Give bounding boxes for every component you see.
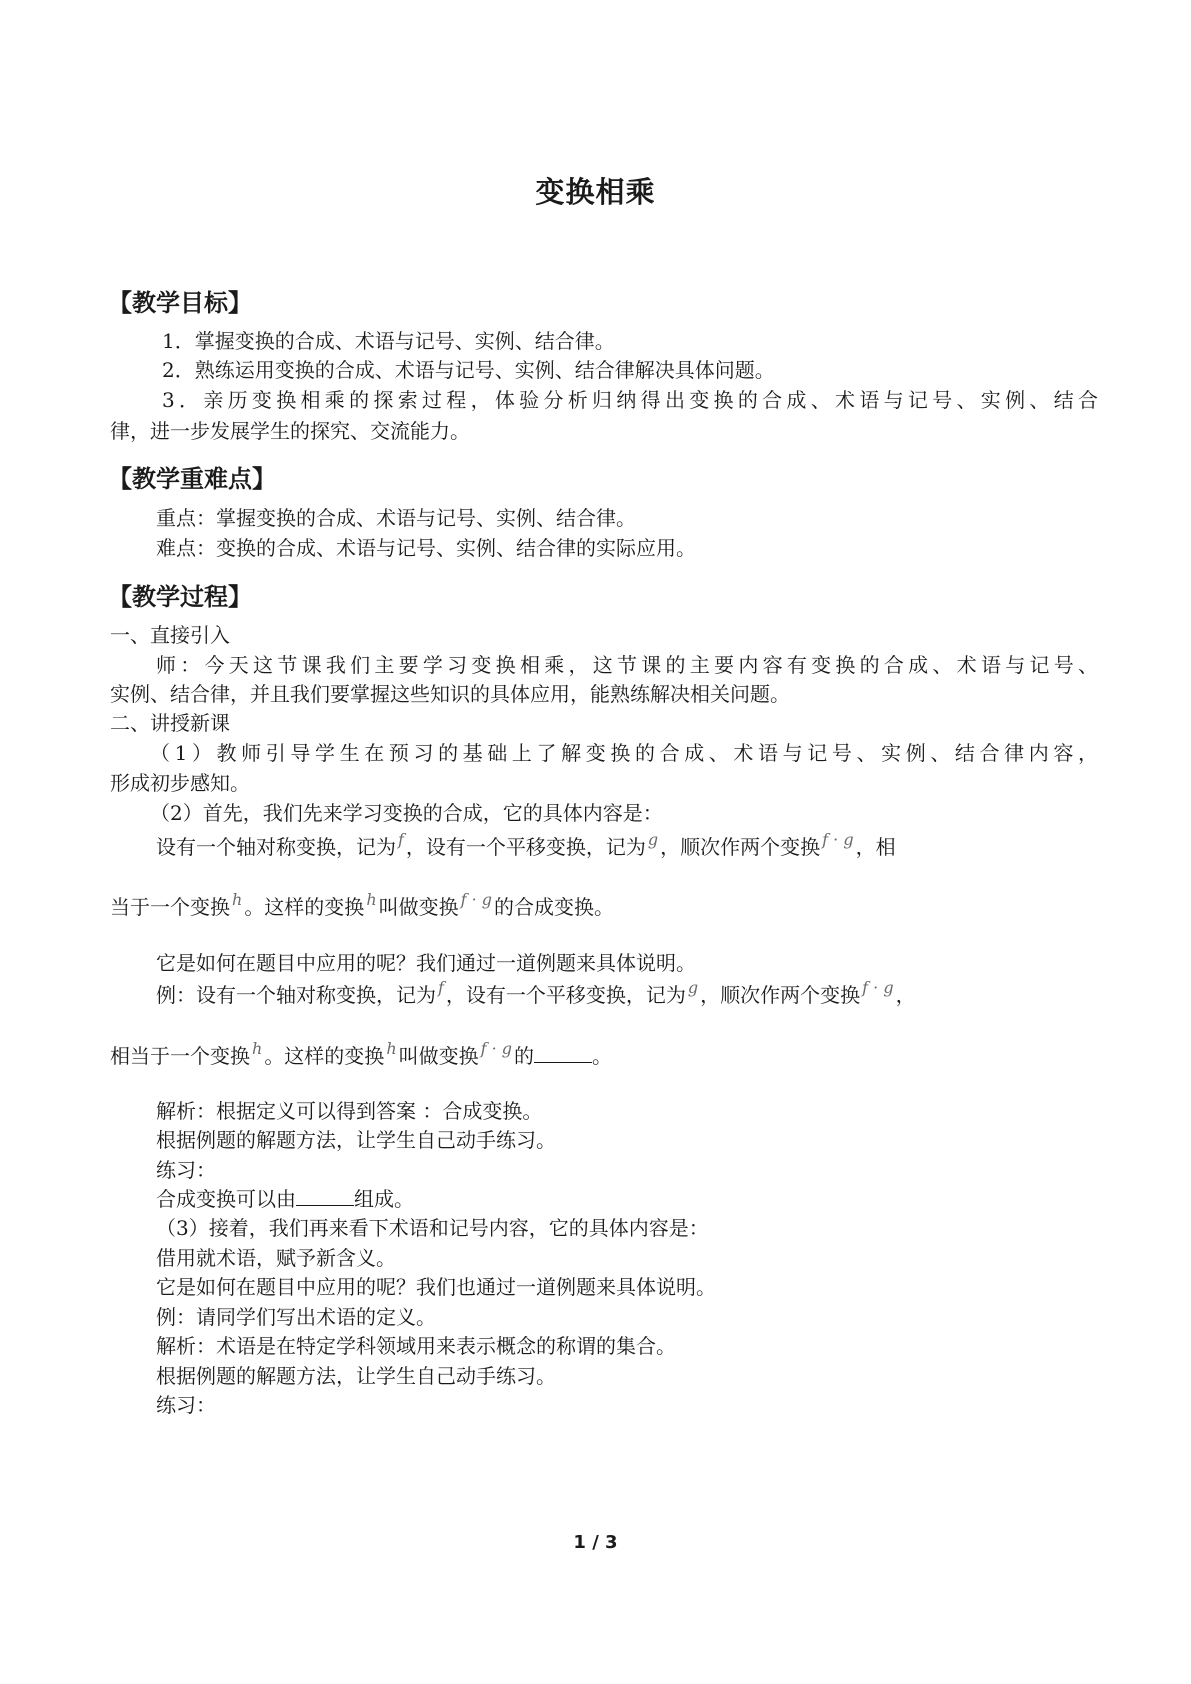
math-h: h [366, 890, 377, 909]
definition-line: 当于一个变换 $^h$ 。这样的变换 $^h$ 叫做变换 $^{f \cdot g}$ 的合成变换。 [110, 890, 615, 919]
example-line: 例：设有一个轴对称变换，记为 $^f$ ，设有一个平移变换，记为 $^g$ ，顺次作两个变换 $^{f \cdot g}$ ， [156, 978, 916, 1007]
math-fg: f · g [822, 830, 854, 849]
example-line: 相当于一个变换 $^h$ 。这样的变换 $^h$ 叫做变换 $^{f \cdot g}$ 的 。 [110, 1039, 613, 1068]
answer-blank [534, 1044, 592, 1063]
paragraph-line: （3）接着，我们再来看下术语和记号内容，它的具体内容是： [156, 1216, 709, 1240]
key-points-heading: 【教学重难点】 [108, 465, 276, 493]
paragraph-line: 根据例题的解题方法，让学生自己动手练习。 [156, 1364, 556, 1388]
exercise-label: 练习： [156, 1393, 216, 1417]
analysis-line: 解析：术语是在特定学科领域用来表示概念的称谓的集合。 [156, 1334, 676, 1358]
math-g: g [687, 978, 699, 997]
math-g: g [647, 830, 659, 849]
math-fg: f · g [460, 890, 493, 909]
paragraph-line: （2）首先，我们先来学习变换的合成，它的具体内容是： [150, 801, 663, 825]
objective-item: 3．亲历变换相乘的探索过程，体验分析归纳得出变换的合成、术语与记号、实例、结合 [162, 388, 1098, 412]
math-h: h [252, 1039, 263, 1058]
analysis-line: 解析：根据定义可以得到答案 ：合成变换。 [156, 1099, 543, 1123]
objectives-heading: 【教学目标】 [108, 289, 252, 317]
paragraph-line: 实例、结合律，并且我们要掌握这些知识的具体应用，能熟练解决相关问题。 [110, 682, 790, 706]
paragraph-line: 师：今天这节课我们主要学习变换相乘，这节课的主要内容有变换的合成、术语与记号、 [156, 653, 1098, 677]
math-fg: f · g [862, 978, 894, 997]
section-intro-heading: 一、直接引入 [110, 623, 230, 647]
objective-item: 1．掌握变换的合成、术语与记号、实例、结合律。 [162, 329, 615, 353]
section-new-lesson-heading: 二、讲授新课 [110, 711, 230, 735]
math-f: f [398, 830, 404, 849]
page-title: 变换相乘 [535, 175, 656, 209]
process-heading: 【教学过程】 [108, 583, 252, 611]
paragraph-line: （1）教师引导学生在预习的基础上了解变换的合成、术语与记号、实例、结合律内容， [150, 741, 1098, 765]
paragraph-line: 它是如何在题目中应用的呢？我们也通过一道例题来具体说明。 [156, 1275, 716, 1299]
math-fg: f · g [480, 1039, 513, 1058]
objective-item-cont: 律，进一步发展学生的探究、交流能力。 [110, 419, 470, 443]
key-point-item: 重点：掌握变换的合成、术语与记号、实例、结合律。 [156, 506, 636, 530]
paragraph-line: 形成初步感知。 [110, 771, 250, 795]
math-f: f [438, 978, 444, 997]
paragraph-line: 根据例题的解题方法，让学生自己动手练习。 [156, 1128, 556, 1152]
exercise-line: 合成变换可以由 组成。 [156, 1187, 414, 1211]
exercise-label: 练习： [156, 1158, 216, 1182]
objective-item: 2．熟练运用变换的合成、术语与记号、实例、结合律解决具体问题。 [162, 358, 775, 382]
math-h: h [232, 890, 243, 909]
answer-blank [296, 1187, 354, 1206]
paragraph-line: 它是如何在题目中应用的呢？我们通过一道例题来具体说明。 [156, 951, 696, 975]
math-h: h [386, 1039, 397, 1058]
example-line: 例：请同学们写出术语的定义。 [156, 1305, 436, 1329]
difficulty-item: 难点：变换的合成、术语与记号、实例、结合律的实际应用。 [156, 536, 696, 560]
paragraph-line: 借用就术语，赋予新含义。 [156, 1246, 396, 1270]
definition-line: 设有一个轴对称变换，记为 $^f$ ，设有一个平移变换，记为 $^g$ ，顺次作两个变换 $^{f \cdot g}$ ，相 [156, 830, 896, 859]
page-number: 1 / 3 [573, 1532, 618, 1553]
